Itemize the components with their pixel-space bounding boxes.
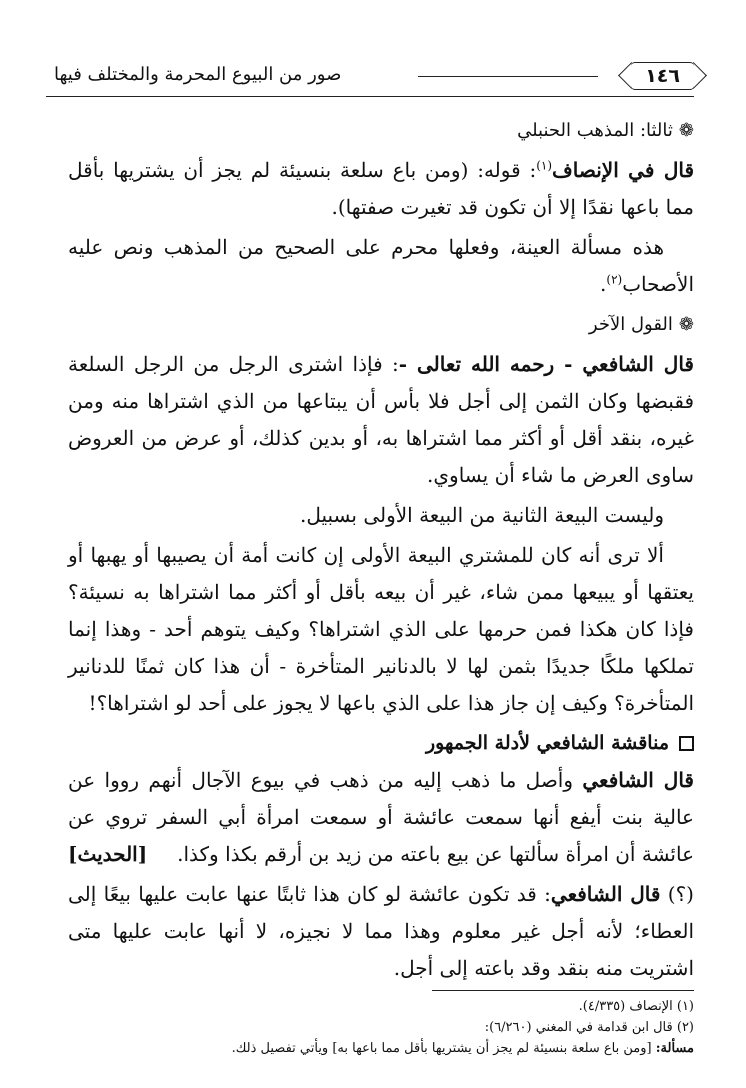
footnote-text: [ومن باع سلعة بنسيئة لم يجز أن يشتريها بأقل مما باعها به] ويأتي تفصيل ذلك. xyxy=(231,1041,656,1056)
section-heading xyxy=(68,725,694,762)
paragraph-shafii-5 xyxy=(68,876,694,987)
page-header xyxy=(46,56,694,97)
flower-bullet-icon: ❁ xyxy=(678,314,694,335)
paragraph-text: هذه مسألة العينة، وفعلها محرم على الصحيح من المذهب ونص عليه الأصحاب xyxy=(68,235,694,296)
paragraph-shafii-2: وليست البيعة الثانية من البيعة الأولى بسبيل. xyxy=(299,503,664,527)
speaker-label: قال الشافعي xyxy=(582,352,694,376)
footnote-2-cont xyxy=(68,1038,694,1059)
section-heading-text: مناقشة الشافعي لأدلة الجمهور xyxy=(426,732,669,754)
subheading-text: القول الآخر xyxy=(588,314,673,335)
subheading-other-view xyxy=(68,306,694,343)
paragraph-shafii-1 xyxy=(68,346,694,494)
paragraph-end: . xyxy=(600,272,607,296)
page-number: ١٤٦ xyxy=(631,62,694,90)
main-text xyxy=(68,112,694,990)
subheading-hanbali xyxy=(68,112,694,149)
paragraph-shafii-4 xyxy=(68,762,694,873)
paragraph-shafii-3: ألا ترى أنه كان للمشتري البيعة الأولى إن كانت أمة أن يصيبها أو يهبها أو يعتقها أو يبيعها ممن شاء، غير أن بيعه بأقل أو أكثر مما اشتراها به نسيئة؟ فإذا كان هكذا فمن حرمها على الذي اشتراها؟ وكيف يتوهم أحد - وهذا إنما تملكها ملكًا جديدًا بثمن لها لا بالدنانير المتأخرة - أن هذا كان ثمنًا للدنانير المتأخرة؟ وكيف إن جاز هذا على الذي باعها لا يجوز على أحد لو اشتراها؟! xyxy=(68,543,694,715)
footnotes xyxy=(68,996,694,1059)
header-rule xyxy=(418,76,598,77)
speaker-label: قال الشافعي xyxy=(582,768,694,792)
footnote-1: (١) الإنصاف (٤/٣٣٥). xyxy=(578,999,694,1014)
paragraph-text: : فإذا اشترى الرجل من الرجل السلعة فقبضها وكان الثمن إلى أجل فلا بأس أن يبتاعها من الذي اشتراها منه ومن غيره، بنقد أقل أو أكثر مما اشتراها به، أو بدين كذلك، أو عرض من العروض ساوى العرض ما شاء أن يساوي. xyxy=(68,352,694,487)
hadith-tag: [الحديث] xyxy=(68,842,148,866)
paragraph-text: : قوله: (ومن باع سلعة بنسيئة لم يجز أن يشتريها بأقل مما باعها نقدًا إلا أن تكون قد تغيرت صفتها). xyxy=(68,158,694,219)
paragraph-text: وأصل ما ذهب إليه من ذهب في بيوع الآجال أنهم رووا عن عالية بنت أيفع أنها سمعت عائشة أو سمعت امرأة أبي السفر تروي عن عائشة أن امرأة سألتها عن بيع باعته من زيد بن أرقم بكذا وكذا. xyxy=(68,768,694,866)
paragraph-insaf xyxy=(68,152,694,226)
speaker-label: قال الشافعي xyxy=(550,882,661,906)
honorific: - رحمه الله تعالى - xyxy=(398,352,583,376)
footnote-ref-2[interactable]: (٢) xyxy=(606,272,623,287)
footnote-ref-1[interactable]: (١) xyxy=(536,158,553,173)
footnote-label: مسألة: xyxy=(655,1041,694,1056)
footnote-separator xyxy=(432,990,694,991)
checkbox-square-icon xyxy=(679,736,694,751)
running-title: صور من البيوع المحرمة والمختلف فيها xyxy=(54,64,342,85)
footnote-2: (٢) قال ابن قدامة في المغني (٦/٢٦٠): xyxy=(484,1020,694,1035)
paragraph-text: : قد تكون عائشة لو كان هذا ثابتًا عنها عابت عليها بيعًا إلى العطاء؛ لأنه أجل غير معلوم وهذا مما لا نجيزه، لا أنها عابت عليها متى اشتريت منه بنقد وقد باعته إلى أجل. xyxy=(68,882,694,980)
marker: (؟) xyxy=(667,882,694,906)
speaker-label: قال في الإنصاف xyxy=(552,158,695,182)
flower-bullet-icon: ❁ xyxy=(678,120,694,141)
subheading-text: ثالثا: المذهب الحنبلي xyxy=(517,120,673,141)
paragraph-inah xyxy=(68,229,694,303)
